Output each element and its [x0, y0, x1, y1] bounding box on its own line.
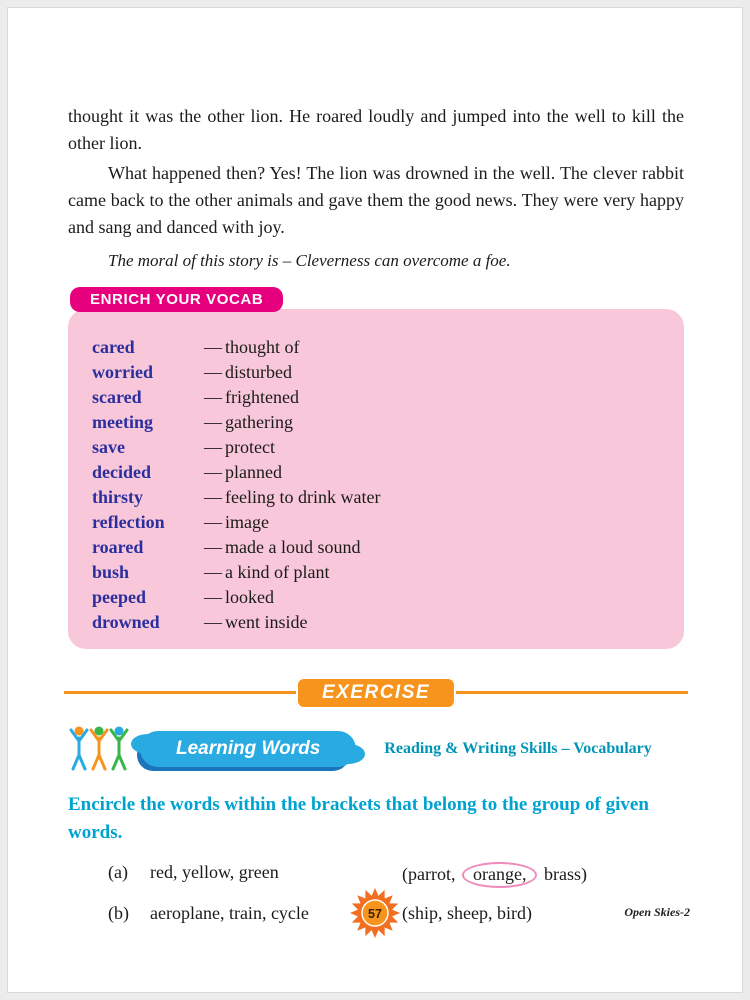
learning-words-label: Learning Words	[176, 738, 321, 759]
vocab-word: thirsty	[92, 487, 143, 507]
vocab-meaning: thought of	[225, 337, 300, 357]
item-group-words: red, yellow, green	[150, 862, 279, 882]
vocab-dash: —	[204, 612, 222, 632]
item-bracket-words: (ship, sheep, bird)	[402, 903, 532, 923]
exercise-instruction: Encircle the words within the brackets that belong to the group of given words.	[68, 794, 649, 843]
vocab-word: meeting	[92, 412, 153, 432]
vocab-meaning: image	[225, 512, 269, 532]
vocab-row	[92, 510, 664, 535]
item-group-words: aeroplane, train, cycle	[150, 903, 309, 923]
vocab-row	[92, 410, 664, 435]
exercise-item-a	[108, 862, 684, 888]
story-paragraph-1: thought it was the other lion. He roared loudly and jumped into the well to kill the other lion.	[68, 106, 684, 153]
exercise-divider	[68, 675, 684, 713]
vocab-banner: ENRICH YOUR VOCAB	[70, 287, 283, 312]
vocab-word: cared	[92, 337, 135, 357]
vocab-dash: —	[204, 537, 222, 557]
vocab-row	[92, 460, 664, 485]
children-icon	[68, 723, 130, 775]
page-number-star	[348, 886, 402, 940]
vocab-dash: —	[204, 412, 222, 432]
vocab-meaning: disturbed	[225, 362, 292, 382]
page-number: 57	[368, 906, 382, 921]
vocab-meaning: feeling to drink water	[225, 487, 381, 507]
vocab-meaning: protect	[225, 437, 275, 457]
page-content	[8, 8, 742, 924]
vocab-dash: —	[204, 487, 222, 507]
vocab-row	[92, 335, 664, 360]
vocab-word: decided	[92, 462, 152, 482]
story-paragraph-2: What happened then? Yes! The lion was drowned in the well. The clever rabbit came back to the other animals and gave them the good news. They were very happy and sang and danced with joy.	[68, 163, 684, 237]
skills-label: Reading & Writing Skills – Vocabulary	[384, 740, 652, 757]
item-bracket-words	[402, 862, 587, 888]
vocab-dash: —	[204, 587, 222, 607]
book-title: Open Skies-2	[624, 905, 690, 919]
vocab-meaning: gathering	[225, 412, 293, 432]
exercise-banner: EXERCISE	[296, 677, 456, 709]
vocab-word: peeped	[92, 587, 146, 607]
bracket-post: brass)	[539, 864, 587, 884]
item-label: (a)	[108, 862, 128, 882]
vocab-word: bush	[92, 562, 130, 582]
vocab-dash: —	[204, 437, 222, 457]
learning-words-badge	[140, 731, 356, 767]
vocab-meaning: a kind of plant	[225, 562, 330, 582]
vocab-dash: —	[204, 562, 222, 582]
vocab-row	[92, 535, 664, 560]
vocab-dash: —	[204, 387, 222, 407]
vocab-meaning: looked	[225, 587, 274, 607]
vocab-meaning: frightened	[225, 387, 299, 407]
vocab-row	[92, 435, 664, 460]
vocab-meaning: planned	[225, 462, 282, 482]
textbook-page	[7, 7, 743, 993]
vocab-dash: —	[204, 362, 222, 382]
circled-answer[interactable]: orange,	[462, 862, 537, 888]
vocab-row	[92, 485, 664, 510]
learning-words-header	[68, 723, 684, 775]
vocab-box	[68, 309, 684, 649]
vocab-section	[68, 273, 684, 649]
vocab-row	[92, 360, 664, 385]
bracket-pre: (parrot,	[402, 864, 460, 884]
item-label: (b)	[108, 903, 129, 923]
vocab-dash: —	[204, 337, 222, 357]
vocab-meaning: made a loud sound	[225, 537, 361, 557]
vocab-word: roared	[92, 537, 144, 557]
vocab-row	[92, 560, 664, 585]
vocab-word: scared	[92, 387, 142, 407]
vocab-word: save	[92, 437, 125, 457]
vocab-row	[92, 385, 664, 410]
story-moral: The moral of this story is – Cleverness can overcome a foe.	[108, 251, 511, 270]
vocab-meaning: went inside	[225, 612, 308, 632]
vocab-word: drowned	[92, 612, 160, 632]
vocab-dash: —	[204, 512, 222, 532]
vocab-word: reflection	[92, 512, 165, 532]
vocab-row	[92, 585, 664, 610]
vocab-row	[92, 610, 664, 635]
vocab-word: worried	[92, 362, 153, 382]
vocab-dash: —	[204, 462, 222, 482]
